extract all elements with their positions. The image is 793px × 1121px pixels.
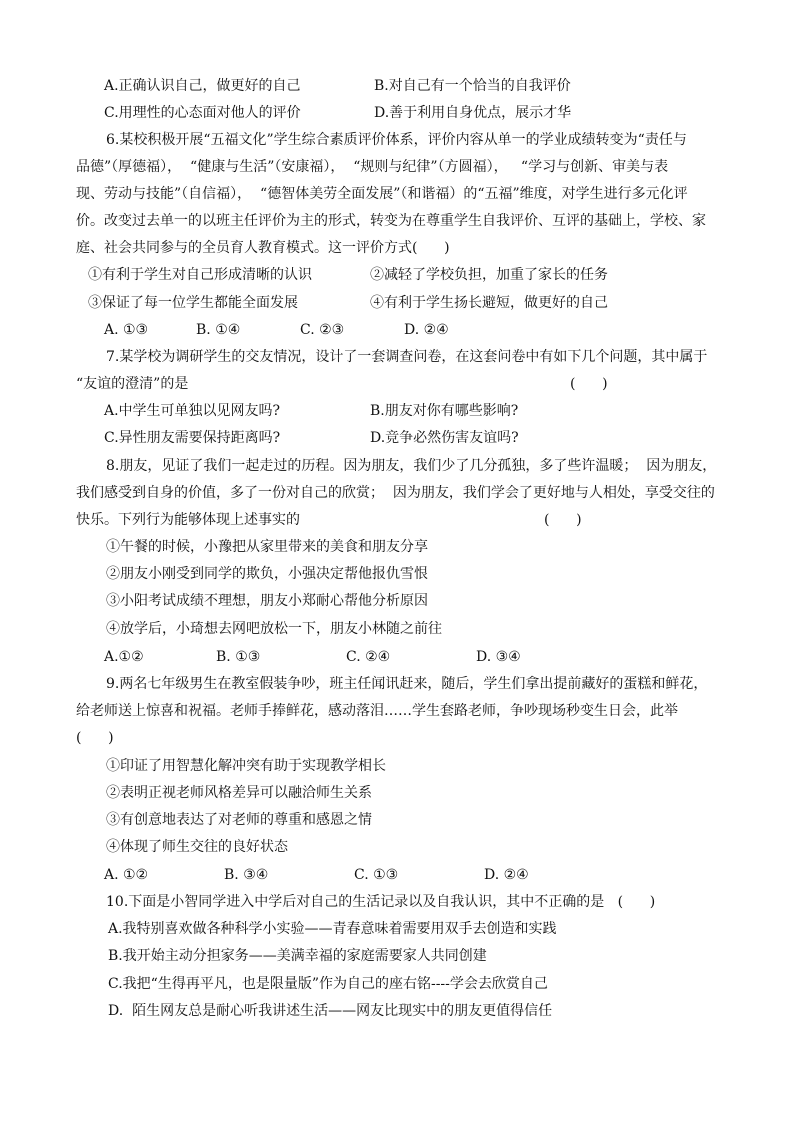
q5-option-b: B.对自己有一个恰当的自我评价 xyxy=(374,78,571,94)
q8-stem-line-2: 我们感受到自身的价值，多了一份对自己的欣赏； 因为朋友，我们学会了更好地与人相处，享受交往的 xyxy=(76,485,715,501)
q7-option-c: C.异性朋友需要保持距离吗? xyxy=(104,430,281,446)
q7-option-b: B.朋友对你有哪些影响? xyxy=(370,403,519,419)
q10-option-c: C.我把“生得再平凡，也是限量版”作为自己的座右铭----学会去欣赏自己 xyxy=(108,976,548,992)
q6-stem-line-1: 6.某校积极开展“五福文化”学生综合素质评价体系，评价内容从单一的学业成绩转变为“责任与 xyxy=(106,132,687,148)
q8-option-d: D. ③④ xyxy=(476,649,521,665)
q6-item-2: ②减轻了学校负担，加重了家长的任务 xyxy=(370,267,608,283)
q10-option-a: A.我特别喜欢做各种科学小实验——青春意味着需要用双手去创造和实践 xyxy=(108,921,557,937)
q8-answer-bracket: ( ) xyxy=(544,512,582,528)
q8-option-c: C. ②④ xyxy=(346,649,391,665)
q10-option-d: D. 陌生网友总是耐心听我讲述生活——网友比现实中的朋友更值得信任 xyxy=(108,1003,553,1019)
q9-item-4: ④体现了师生交往的良好状态 xyxy=(106,839,288,855)
q6-option-b: B. ①④ xyxy=(196,322,241,338)
q10-option-b: B.我开始主动分担家务——美满幸福的家庭需要家人共同创建 xyxy=(108,948,487,964)
q6-item-3: ③保证了每一位学生都能全面发展 xyxy=(88,295,298,311)
q7-answer-bracket: ( ) xyxy=(570,376,608,392)
q10-stem: 10.下面是小智同学进入中学后对自己的生活记录以及自我认识，其中不正确的是 ( ) xyxy=(106,894,656,910)
q6-item-1: ①有利于学生对自己形成清晰的认识 xyxy=(88,267,312,283)
q8-item-4: ④放学后，小琦想去网吧放松一下，朋友小林随之前往 xyxy=(106,621,442,637)
q6-stem-line-5: 庭、社会共同参与的全员育人教育模式。这一评价方式( ) xyxy=(76,240,450,256)
q8-option-b: B. ①③ xyxy=(216,649,261,665)
q9-item-3: ③有创意地表达了对老师的尊重和感恩之情 xyxy=(106,812,372,828)
q5-option-a: A.正确认识自己，做更好的自己 xyxy=(104,78,301,94)
q8-option-a: A.①② xyxy=(104,649,144,665)
q9-option-b: B. ③④ xyxy=(224,867,269,883)
q6-option-c: C. ②③ xyxy=(300,322,345,338)
q7-option-a: A.中学生可单独以见网友吗? xyxy=(104,403,281,419)
q8-item-1: ①午餐的时候，小豫把从家里带来的美食和朋友分享 xyxy=(106,539,428,555)
q9-stem-line-2: 给老师送上惊喜和祝福。老师手捧鲜花，感动落泪……学生套路老师，争吵现场秒变生日会，此举 xyxy=(76,703,678,719)
q6-option-d: D. ②④ xyxy=(404,322,449,338)
q6-option-a: A. ①③ xyxy=(104,322,149,338)
q8-stem-line-1: 8.朋友，见证了我们一起走过的历程。因为朋友，我们少了几分孤独，多了些许温暖； 因为朋友， xyxy=(106,458,717,474)
q7-option-d: D.竞争必然伤害友谊吗? xyxy=(370,430,519,446)
q8-stem-line-3: 快乐。下列行为能够体现上述事实的 xyxy=(76,512,300,528)
q7-stem-line-1: 7.某学校为调研学生的交友情况，设计了一套调查问卷，在这套问卷中有如下几个问题，其中属于 xyxy=(106,349,708,365)
q9-option-c: C. ①③ xyxy=(354,867,399,883)
q9-item-2: ②表明正视老师风格差异可以融洽师生关系 xyxy=(106,785,372,801)
q5-option-c: C.用理性的心态面对他人的评价 xyxy=(104,105,301,121)
q9-option-a: A. ①② xyxy=(104,867,149,883)
q6-stem-line-3: 现、劳动与技能”（自信福）， “德智体美劳全面发展”（和谐福）的“五福”维度，对学生进行多元化评 xyxy=(76,186,688,202)
q5-option-d: D.善于利用自身优点，展示才华 xyxy=(374,105,572,121)
q6-item-4: ④有利于学生扬长避短，做更好的自己 xyxy=(370,295,608,311)
q8-item-3: ③小阳考试成绩不理想，朋友小郑耐心帮他分析原因 xyxy=(106,593,428,609)
q6-stem-line-2: 品德”（厚德福）， “健康与生活”（安康福）， “规则与纪律”（方圆福）， “学习与创新、审美与表 xyxy=(76,159,669,175)
q9-stem-line-1: 9.两名七年级男生在教室假装争吵，班主任闻讯赶来，随后，学生们拿出提前藏好的蛋糕和鲜花， xyxy=(106,676,708,692)
q9-answer-bracket: ( ) xyxy=(76,730,114,746)
q6-stem-line-4: 价。改变过去单一的以班主任评价为主的形式，转变为在尊重学生自我评价、互评的基础上，学校、家 xyxy=(76,213,706,229)
q9-item-1: ①印证了用智慧化解冲突有助于实现教学相长 xyxy=(106,758,386,774)
q8-item-2: ②朋友小刚受到同学的欺负，小强决定帮他报仇雪恨 xyxy=(106,566,428,582)
q7-stem-line-2: “友谊的澄清”的是 xyxy=(76,376,189,392)
q9-option-d: D. ②④ xyxy=(484,867,529,883)
